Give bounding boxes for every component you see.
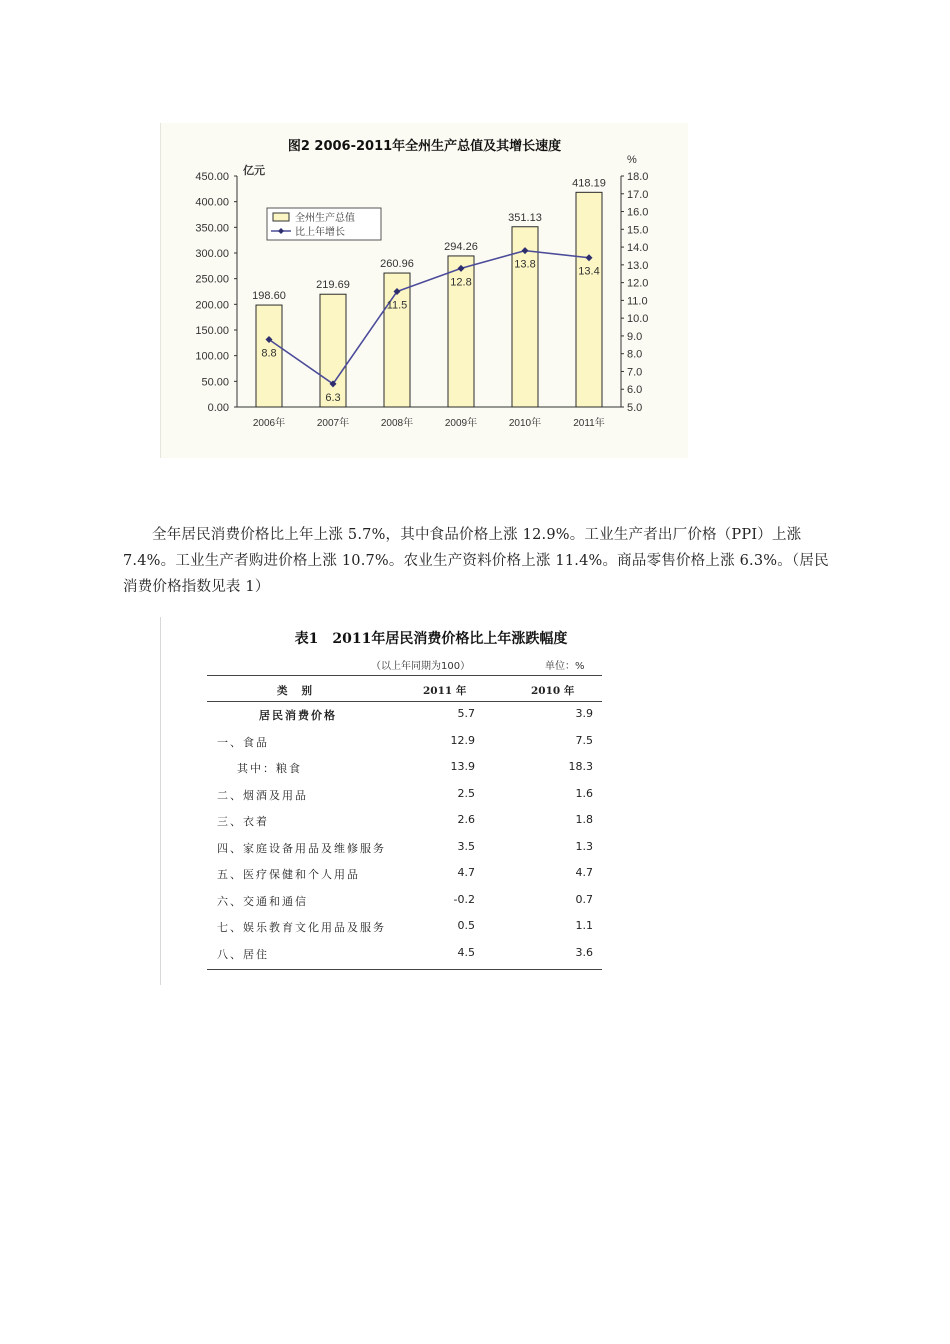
- right-tick-label: 17.0: [627, 188, 649, 201]
- row-category: 居民消费价格: [259, 709, 337, 722]
- right-tick-label: 11.0: [627, 295, 648, 308]
- right-tick-label: 16.0: [627, 206, 649, 219]
- row-value-2010: 3.6: [575, 945, 593, 959]
- row-value-2010: 1.1: [575, 919, 593, 932]
- row-value-2010: 1.6: [575, 786, 593, 800]
- table-row: [161, 760, 701, 780]
- gdp-chart: [161, 123, 688, 458]
- left-tick-label: 150.00: [195, 325, 229, 337]
- left-tick-label: 400.00: [195, 196, 229, 209]
- row-category: 四、家庭设备用品及维修服务: [217, 841, 386, 855]
- x-tick-label: 2007年: [316, 418, 350, 429]
- right-tick-label: 7.0: [627, 366, 643, 379]
- right-tick-label: 10.0: [627, 313, 649, 326]
- row-value-2010: 4.7: [575, 866, 593, 879]
- table-row: [161, 734, 701, 754]
- row-value-2011: 4.7: [457, 866, 475, 879]
- row-value-2010: 1.8: [575, 813, 593, 826]
- growth-label: 8.8: [261, 347, 277, 360]
- growth-line: [269, 251, 589, 384]
- x-tick-label: 2009年: [444, 418, 478, 429]
- table-note: （以上年同期为100）: [371, 661, 471, 672]
- gdp-bar-label: 294.26: [444, 240, 478, 253]
- left-tick-label: 200.00: [195, 299, 229, 312]
- row-value-2010: 18.3: [568, 760, 593, 773]
- x-tick-label: 2006年: [252, 418, 286, 429]
- chart-title: 图2 2006-2011年全州生产总值及其增长速度: [287, 139, 562, 154]
- gdp-bar-label: 418.19: [572, 177, 606, 190]
- right-tick-label: 13.0: [627, 259, 649, 272]
- row-value-2011: 3.5: [457, 839, 475, 853]
- legend-line-label: 比上年增长: [295, 227, 345, 238]
- x-tick-label: 2010年: [508, 418, 542, 429]
- gdp-chart-figure: [160, 123, 688, 458]
- row-value-2010: 3.9: [575, 707, 593, 720]
- right-axis-unit: %: [627, 154, 637, 166]
- left-tick-label: 100.00: [195, 350, 229, 363]
- gdp-bar: [320, 294, 346, 407]
- row-category: 五、医疗保健和个人用品: [217, 868, 360, 881]
- row-value-2010: 1.3: [575, 839, 593, 853]
- row-category: 二、烟酒及用品: [217, 788, 308, 802]
- legend-bar-swatch: [273, 213, 289, 221]
- cpi-table: [160, 617, 701, 985]
- row-value-2010: 0.7: [575, 892, 593, 906]
- gdp-bar-label: 198.60: [252, 290, 286, 303]
- left-tick-label: 450.00: [195, 171, 229, 183]
- right-tick-label: 14.0: [627, 242, 649, 255]
- growth-label: 13.4: [578, 265, 600, 278]
- table-row: [161, 893, 701, 913]
- left-tick-label: 250.00: [195, 273, 229, 286]
- gdp-bar-label: 260.96: [380, 258, 414, 271]
- row-category: 三、衣着: [217, 815, 269, 828]
- row-value-2011: 4.5: [457, 945, 475, 959]
- right-tick-label: 6.0: [627, 384, 643, 397]
- row-value-2011: 0.5: [457, 919, 475, 932]
- row-category: 六、交通和通信: [217, 894, 308, 908]
- table-row: [161, 813, 701, 833]
- row-category: 八、居住: [217, 947, 269, 961]
- right-tick-label: 8.0: [627, 348, 643, 361]
- right-tick-label: 9.0: [627, 330, 643, 343]
- row-value-2011: 2.6: [457, 813, 475, 826]
- left-tick-label: 350.00: [195, 222, 229, 235]
- row-value-2011: 12.9: [450, 733, 475, 747]
- growth-label: 6.3: [325, 391, 341, 404]
- header-2010: 2010 年: [531, 685, 575, 697]
- row-category: 一、食品: [217, 735, 269, 749]
- right-tick-label: 15.0: [627, 224, 649, 237]
- table-unit: 单位：%: [545, 661, 585, 672]
- header-category: 类别: [277, 685, 326, 697]
- legend-bar-label: 全州生产总值: [295, 213, 355, 224]
- x-tick-label: 2011年: [573, 418, 605, 429]
- table-rule-top: [207, 675, 602, 676]
- header-2011: 2011 年: [423, 685, 467, 697]
- table-row: [161, 840, 701, 860]
- gdp-bar-label: 351.13: [508, 211, 542, 224]
- price-paragraph: 全年居民消费价格比上年上涨 5.7%，其中食品价格上涨 12.9%。工业生产者出厂价格（PPI）上涨 7.4%。工业生产者购进价格上涨 10.7%。农业生产资料价格上涨 11.4%。商品零售价格上涨 6.3%。（居民消费价格指数见表 1）: [123, 527, 829, 595]
- right-tick-label: 12.0: [627, 277, 649, 290]
- table-row: [161, 919, 701, 939]
- left-tick-label: 300.00: [195, 248, 229, 260]
- table-row: [161, 787, 701, 807]
- table-rule-header: [207, 701, 602, 702]
- table-row: [161, 707, 701, 727]
- row-value-2011: 2.5: [457, 786, 475, 800]
- left-tick-label: 0.00: [207, 402, 229, 414]
- table-title: 表1 2011年居民消费价格比上年涨跌幅度: [294, 631, 568, 647]
- table-rule-bottom: [207, 969, 602, 970]
- growth-label: 12.8: [450, 276, 472, 289]
- left-tick-label: 50.00: [201, 376, 229, 389]
- row-value-2011: 5.7: [457, 707, 475, 720]
- x-tick-label: 2008年: [380, 418, 414, 429]
- gdp-bar-label: 219.69: [316, 279, 350, 292]
- growth-label: 11.5: [386, 299, 408, 312]
- row-category: 其中：粮食: [237, 762, 302, 775]
- gdp-bar: [576, 192, 602, 407]
- table-row: [161, 946, 701, 966]
- row-value-2011: -0.2: [453, 892, 475, 906]
- table-row: [161, 866, 701, 886]
- row-value-2010: 7.5: [575, 733, 593, 747]
- row-category: 七、娱乐教育文化用品及服务: [217, 921, 386, 934]
- row-value-2011: 13.9: [450, 760, 475, 773]
- right-tick-label: 18.0: [627, 171, 649, 183]
- growth-label: 13.8: [514, 258, 536, 271]
- right-tick-label: 5.0: [627, 402, 643, 414]
- left-axis-unit: 亿元: [243, 165, 265, 177]
